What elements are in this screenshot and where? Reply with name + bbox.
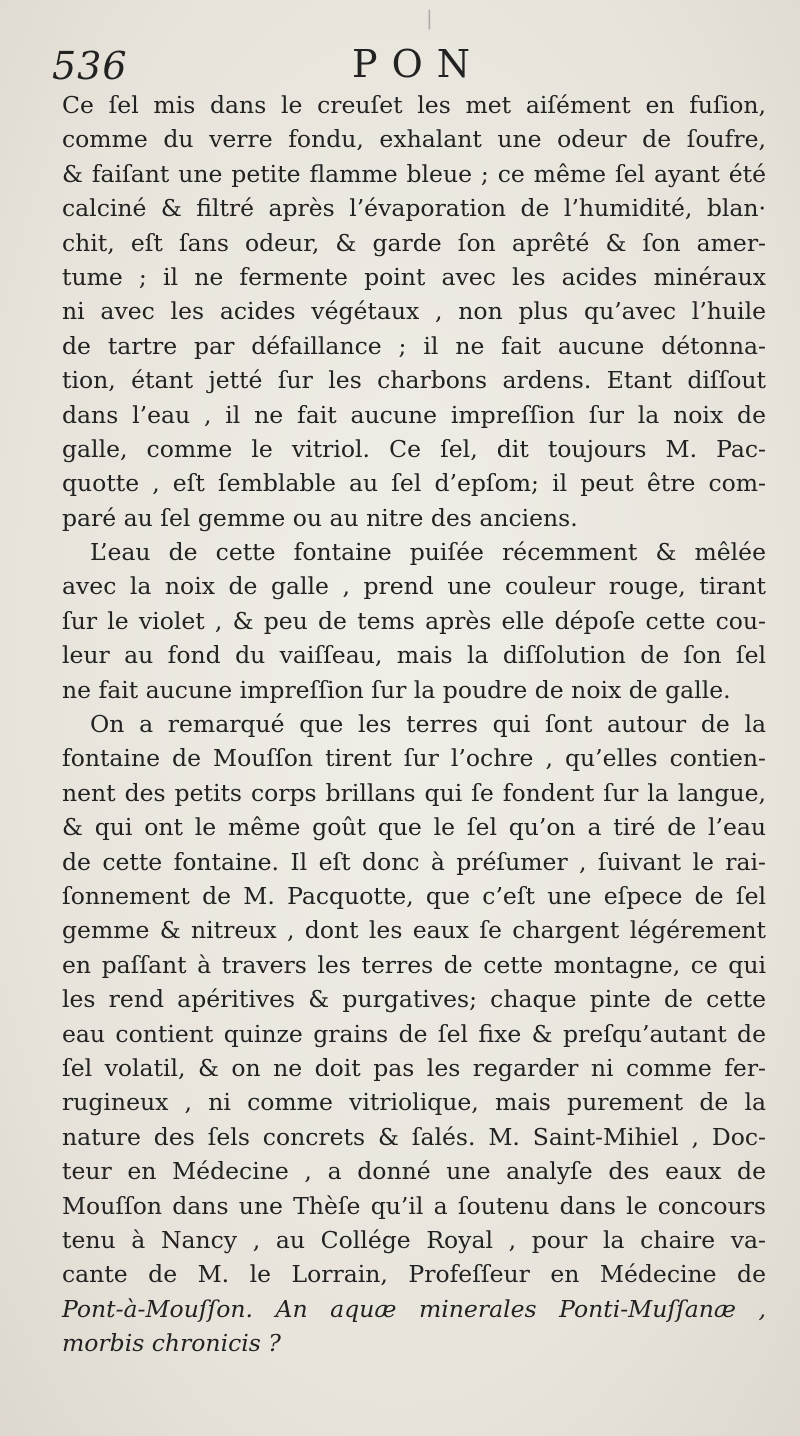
text-line: Pont-à-Mouſſon. An aquæ minerales Ponti-Muſſanæ , bbox=[62, 1294, 766, 1323]
text-line: & qui ont le même goût que le ſel qu’on a tiré de l’eau bbox=[62, 813, 766, 842]
text-line: quotte , eſt ſemblable au ſel d’epſom; il peut être com- bbox=[62, 469, 766, 498]
text-line: chit, eſt ſans odeur, & garde ſon aprêté & ſon amer- bbox=[62, 228, 766, 257]
text-line: tume ; il ne fermente point avec les acides minéraux bbox=[62, 262, 766, 291]
text-line: leur au fond du vaiſſeau, mais la diſſolution de ſon ſel bbox=[62, 641, 766, 670]
text-line: ſur le violet , & peu de tems après elle dépoſe cette cou- bbox=[62, 606, 766, 635]
text-line: calciné & filtré après l’évaporation de l’humidité, blan· bbox=[62, 194, 766, 223]
text-line: de tartre par défaillance ; il ne fait aucune détonna- bbox=[62, 331, 766, 360]
text-line: paré au ſel gemme ou au nitre des anciens. bbox=[62, 503, 578, 532]
running-head: PON bbox=[352, 42, 484, 86]
text-line: teur en Médecine , a donné une analyſe des eaux de bbox=[62, 1157, 766, 1186]
text-line: galle, comme le vitriol. Ce ſel, dit toujours M. Pac- bbox=[62, 434, 766, 463]
text-line: dans l’eau , il ne fait aucune impreſſion ſur la noix de bbox=[62, 400, 766, 429]
text-line: de cette fontaine. Il eſt donc à préſumer , ſuivant le rai- bbox=[62, 847, 766, 876]
page-header bbox=[52, 42, 772, 92]
text-line: On a remarqué que les terres qui ſont autour de la bbox=[90, 710, 766, 739]
text-line: cante de M. le Lorrain, Profeſſeur en Médecine de bbox=[62, 1260, 766, 1289]
text-line: tenu à Nancy , au Collége Royal , pour la chaire va- bbox=[62, 1225, 766, 1254]
show-through-mark: | bbox=[426, 6, 433, 30]
text-line: Ce ſel mis dans le creuſet les met aiſément en fuſion, bbox=[62, 91, 766, 119]
text-line: les rend apéritives & purgatives; chaque pinte de cette bbox=[62, 985, 766, 1014]
text-line: fontaine de Mouſſon tirent ſur l’ochre , qu’elles contien- bbox=[62, 744, 766, 773]
text-line: ſonnement de M. Pacquotte, que c’eſt une eſpece de ſel bbox=[62, 881, 766, 910]
text-line: ſel volatil, & on ne doit pas les regarder ni comme fer- bbox=[62, 1053, 766, 1082]
text-line: avec la noix de galle , prend une couleur rouge, tirant bbox=[62, 572, 766, 601]
text-line: eau contient quinze grains de ſel fixe & preſqu’autant de bbox=[62, 1019, 766, 1048]
text-line: ne fait aucune impreſſion ſur la poudre de noix de galle. bbox=[62, 675, 731, 704]
text-line: Mouſſon dans une Thèſe qu’il a ſoutenu dans le concours bbox=[62, 1191, 766, 1220]
page-number: 536 bbox=[52, 44, 128, 88]
text-line: L’eau de cette fontaine puiſée récemment & mêlée bbox=[90, 538, 766, 567]
text-line: en paſſant à travers les terres de cette montagne, ce qui bbox=[62, 950, 766, 979]
text-line: morbis chronicis ? bbox=[62, 1329, 281, 1358]
text-line: tion, étant jetté ſur les charbons ardens. Etant diſſout bbox=[62, 366, 766, 395]
body-text bbox=[62, 88, 766, 1360]
text-line: comme du verre fondu, exhalant une odeur de ſoufre, bbox=[62, 125, 766, 154]
text-line: nent des petits corps brillans qui ſe fondent ſur la langue, bbox=[62, 778, 766, 807]
text-line: nature des ſels concrets & ſalés. M. Saint-Mihiel , Doc- bbox=[62, 1122, 766, 1151]
text-line: rugineux , ni comme vitriolique, mais purement de la bbox=[62, 1088, 766, 1117]
text-line: gemme & nitreux , dont les eaux ſe chargent légérement bbox=[62, 916, 766, 945]
text-line: ni avec les acides végétaux , non plus qu’avec l’huile bbox=[62, 297, 766, 326]
text-line: & faiſant une petite flamme bleue ; ce même ſel ayant été bbox=[62, 159, 766, 188]
